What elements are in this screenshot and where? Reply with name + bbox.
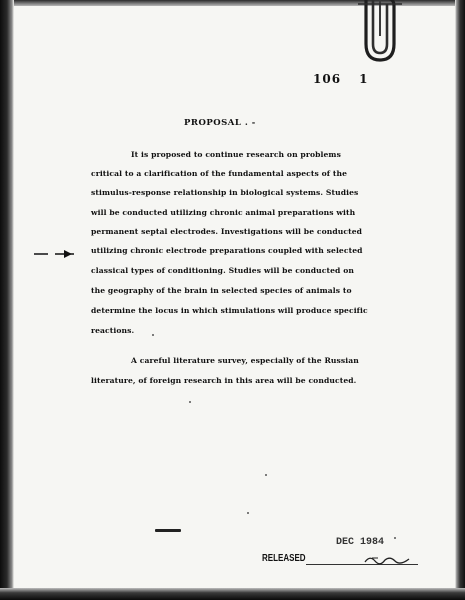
paragraph1-line-9: determine the locus in which stimulations will produce specific [91,306,368,315]
paragraph1-line-7: classical types of conditioning. Studies will be conducted on [91,266,354,275]
page-number [313,72,386,86]
scan-speck [189,401,191,403]
paperclip-icon [358,0,402,66]
title-trailing-marks: . - [244,118,256,128]
scan-speck [247,512,249,514]
scan-speck [152,334,154,336]
paragraph1-line-2: critical to a clarification of the fundamental aspects of the [91,169,348,178]
paragraph2-line-2: literature, of foreign research in this area will be conducted. [91,376,357,385]
scan-border-bottom [0,588,465,600]
scan-speck [265,474,267,476]
paragraph1-line-1: It is proposed to continue research on problems [131,150,341,159]
paragraph1-line-3: stimulus-response relationship in biological systems. Studies [91,188,359,197]
scan-speck [394,537,396,539]
release-stamp-label: RELEASED [262,553,306,564]
margin-arrow-icon [34,249,74,259]
scan-border-right [455,0,465,600]
paragraph2-line-1: A careful literature survey, especially of the Russian [131,356,359,365]
document-title [184,118,256,128]
title-text: PROPOSAL [184,118,242,128]
signature-scribble [364,553,410,565]
paragraph1-line-4: will be conducted utilizing chronic animal preparations with [91,208,356,217]
paragraph1-line-8: the geography of the brain in selected species of animals to [91,286,352,295]
page-number-right: 1 [359,72,369,86]
paragraph1-line-5: permanent septal electrodes. Investigations will be conducted [91,227,363,236]
paragraph1-line-10: reactions. [91,326,135,335]
handwritten-dash-mark [155,529,181,532]
page-number-left: 106 [313,72,342,86]
scan-border-left [0,0,14,600]
paragraph1-line-6: utilizing chronic electrode preparations coupled with selected [91,246,363,255]
release-stamp-date: DEC 1984 [336,537,385,548]
